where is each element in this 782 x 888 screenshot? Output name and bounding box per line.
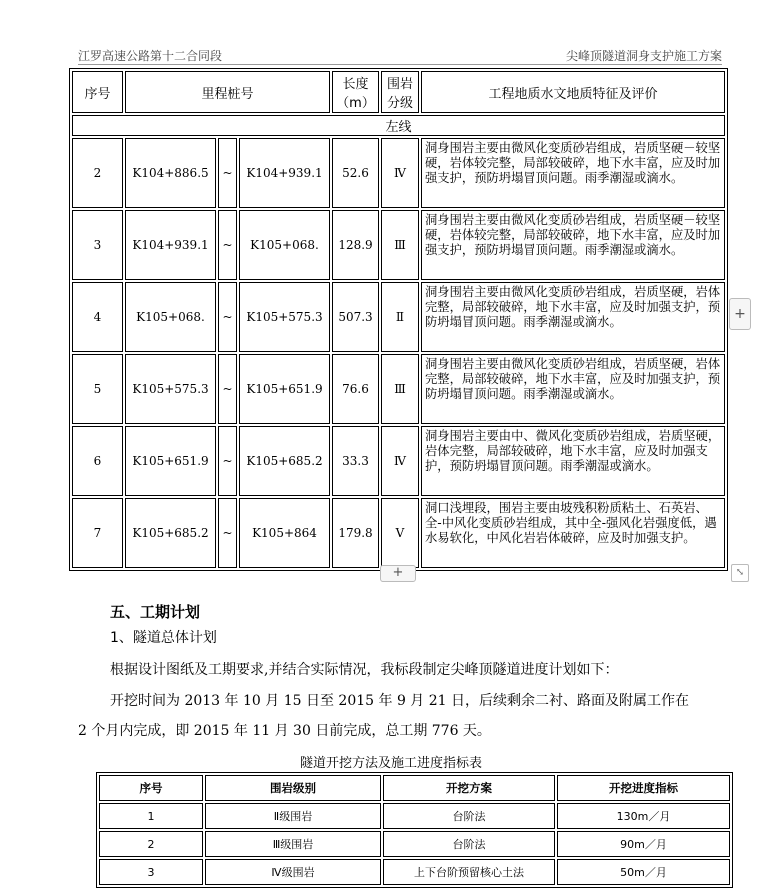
schedule-table-header: 序号 围岩级别 开挖方案 开挖进度指标 [99,775,730,801]
table-row: 3 K104+939.1 ~ K105+068. 128.9 Ⅲ 洞身围岩主要由微风化变质砂岩组成，岩质坚硬－较坚硬，岩体较完整，局部较破碎，地下水丰富，应及时加强支护，预防坍塌冒顶问题。雨季潮湿或滴水。 [72,210,725,280]
col-length: 长度 （m） [332,71,379,113]
table-row: 2 Ⅲ级围岩 台阶法 90m／月 [99,831,730,857]
table-row: 3 Ⅳ级围岩 上下台阶预留核心土法 50m／月 [99,859,730,885]
col-seq: 序号 [72,71,123,113]
header-right: 尖峰顶隧道洞身支护施工方案 [565,49,722,63]
section-label: 左线 [72,115,725,136]
table-caption: 隧道开挖方法及施工进度指标表 [299,756,482,771]
schedule-table[interactable] [96,772,733,888]
paragraph: 2 个月内完成，即 2015 年 11 月 30 日前完成，总工期 776 天。 [78,723,491,739]
header-left: 江罗高速公路第十二合同段 [78,49,223,63]
table-row: 2 K104+886.5 ~ K104+939.1 52.6 Ⅳ 洞身围岩主要由微风化变质砂岩组成，岩质坚硬－较坚硬，岩体较完整，局部较破碎，地下水丰富，应及时加强支护，预防坍塌冒顶问题。雨季潮湿或滴水。 [72,138,725,208]
section-heading: 五、工期计划 [110,603,201,621]
subheading: 1、隧道总体计划 [110,630,217,646]
table-row: 7 K105+685.2 ~ K105+864 179.8 Ⅴ 洞口浅埋段，围岩主要由坡残积粉质粘土、石英岩、全-中风化变质砂岩组成，其中全-强风化岩强度低，遇水易软化，中风化岩岩体破碎，应及时加强支护。 [72,498,725,568]
col-mileage: 里程桩号 [125,71,330,113]
add-row-button[interactable]: + [380,565,416,582]
paragraph: 根据设计图纸及工期要求,并结合实际情况，我标段制定尖峰顶隧道进度计划如下： [110,662,619,678]
add-column-button[interactable]: + [729,298,751,330]
paragraph: 开挖时间为 2013 年 10 月 15 日至 2015 年 9 月 21 日，后续剩余二衬、路面及附属工作在 [110,693,690,709]
table-row: 4 K105+068. ~ K105+575.3 507.3 Ⅱ 洞身围岩主要由微风化变质砂岩组成，岩质坚硬，岩体完整，局部较破碎，地下水丰富，应及时加强支护，预防坍塌冒顶问题。雨季潮湿或滴水。 [72,282,725,352]
table-row: 6 K105+651.9 ~ K105+685.2 33.3 Ⅳ 洞身围岩主要由中、微风化变质砂岩组成，岩质坚硬，岩体完整，局部较破碎，地下水丰富，应及时加强支护，预防坍塌冒顶问题。雨季潮湿或滴水。 [72,426,725,496]
page-header [78,44,722,65]
col-grade: 围岩 分级 [381,71,419,113]
table-row: 5 K105+575.3 ~ K105+651.9 76.6 Ⅲ 洞身围岩主要由微风化变质砂岩组成，岩质坚硬，岩体完整，局部较破碎，地下水丰富，应及时加强支护，预防坍塌冒顶问题。雨季潮湿或滴水。 [72,354,725,424]
geology-table-header [72,71,725,113]
table-row: 1 Ⅱ级围岩 台阶法 130m／月 [99,803,730,829]
geology-table[interactable] [69,68,728,571]
table-resize-handle[interactable]: ⤡ [731,564,749,582]
col-eval: 工程地质水文地质特征及评价 [421,71,725,113]
